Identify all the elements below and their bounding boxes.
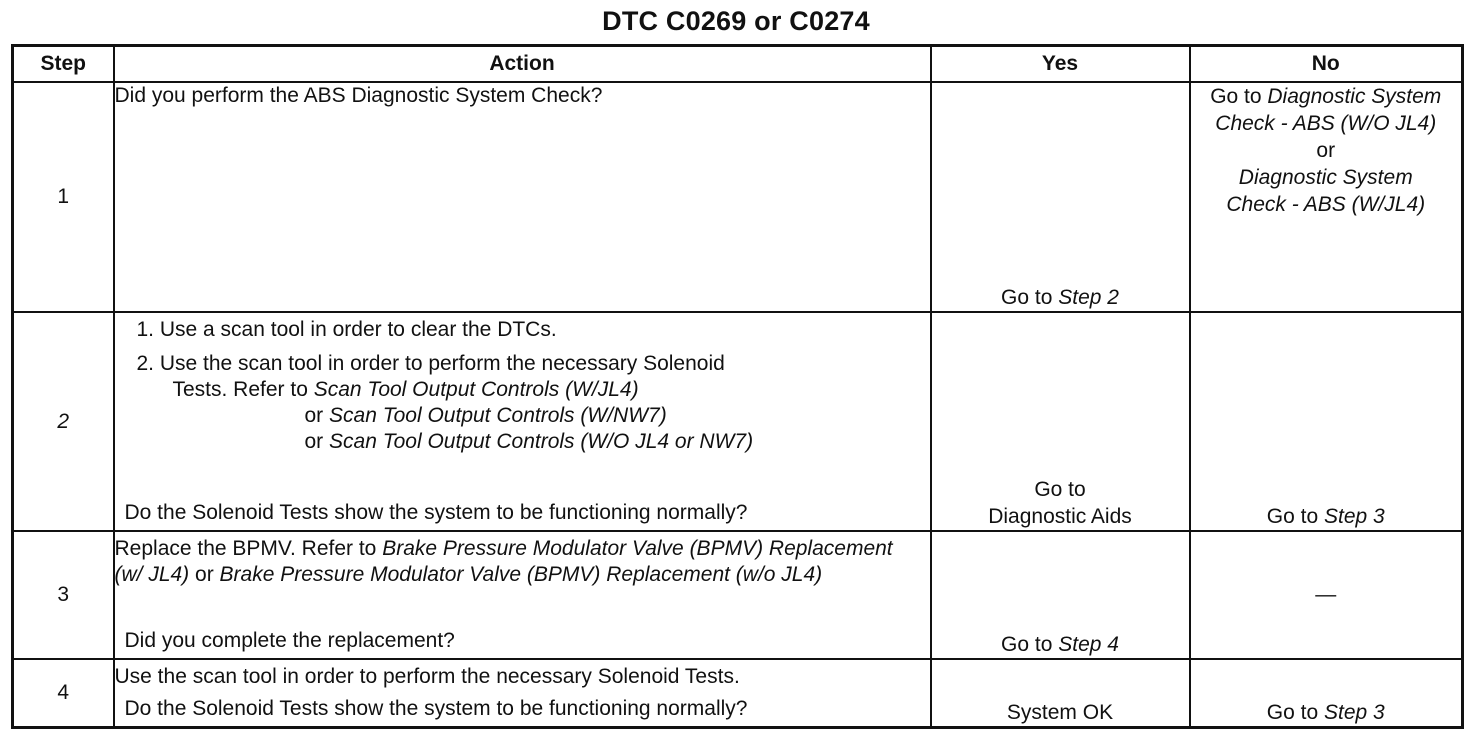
yes-link[interactable]: Step 4	[1058, 633, 1119, 656]
yes-text: System OK	[1006, 700, 1114, 724]
no-dash: —	[1315, 583, 1337, 606]
action-question: Do the Solenoid Tests show the system to be functioning normally?	[124, 501, 748, 524]
step-number: 4	[13, 659, 114, 727]
no-cell	[1190, 659, 1463, 727]
yes-link[interactable]: Step 2	[1058, 286, 1119, 309]
ref-link-1[interactable]: Scan Tool Output Controls (W/JL4)	[313, 378, 639, 401]
no-link[interactable]: Step 3	[1323, 505, 1385, 528]
no-prefix: Go to	[1266, 505, 1324, 528]
action-cell	[114, 312, 931, 531]
or-text: or	[189, 563, 220, 586]
action-item-2: 2. Use the scan tool in order to perform the necessary Solenoid	[136, 352, 725, 375]
no-link[interactable]: Step 3	[1323, 700, 1385, 724]
step-number: 2	[57, 409, 70, 433]
action-text	[115, 536, 915, 588]
header-step: Step	[13, 46, 114, 83]
no-or: or	[1316, 139, 1336, 162]
action-question: Do the Solenoid Tests show the system to be functioning normally?	[124, 696, 748, 720]
header-yes: Yes	[931, 46, 1190, 83]
refer-text: Tests. Refer to	[172, 378, 314, 401]
yes-cell	[931, 312, 1190, 531]
ref-link-2[interactable]: Scan Tool Output Controls (W/NW7)	[329, 404, 667, 427]
action-item-2-refer	[115, 377, 930, 403]
ref-link-1[interactable]: Brake Pressure Modulator Valve (BPMV) Replacement (w/ JL4)	[114, 537, 893, 586]
step-number: 1	[13, 82, 114, 312]
action-item-2-or2	[115, 429, 930, 455]
action-question: Did you complete the replacement?	[124, 629, 455, 652]
yes-line-1: Go to	[1034, 478, 1086, 501]
action-text: Use the scan tool in order to perform the necessary Solenoid Tests.	[114, 665, 740, 688]
step-number-cell	[13, 312, 114, 531]
ref-link-2[interactable]: Brake Pressure Modulator Valve (BPMV) Replacement (w/o JL4)	[219, 563, 823, 586]
table-row	[13, 531, 1463, 659]
action-cell	[114, 659, 931, 727]
yes-prefix: Go to	[1001, 286, 1059, 309]
no-prefix: Go to	[1266, 700, 1324, 724]
page-title: DTC C0269 or C0274	[602, 6, 870, 36]
yes-cell	[931, 82, 1190, 312]
action-item-1: 1. Use a scan tool in order to clear the DTCs.	[136, 318, 557, 341]
diagnostic-table	[11, 44, 1464, 729]
action-text-1: Replace the BPMV. Refer to	[114, 537, 383, 560]
no-prefix: Go to	[1210, 85, 1268, 108]
step-number: 3	[13, 531, 114, 659]
header-no: No	[1190, 46, 1463, 83]
table-header-row	[13, 46, 1463, 83]
header-action: Action	[114, 46, 931, 83]
ref-link-3[interactable]: Scan Tool Output Controls (W/O JL4 or NW7)	[329, 430, 754, 453]
action-cell	[114, 82, 931, 312]
action-question: Did you perform the ABS Diagnostic System Check?	[114, 84, 603, 107]
table-row	[13, 82, 1463, 312]
action-item-2-or1	[115, 403, 930, 429]
no-link-2[interactable]: Diagnostic System Check - ABS (W/JL4)	[1226, 166, 1426, 216]
or-text: or	[304, 430, 330, 453]
no-cell	[1190, 82, 1463, 312]
yes-link[interactable]: Diagnostic Aids	[988, 505, 1132, 528]
or-text: or	[304, 404, 330, 427]
no-cell	[1190, 312, 1463, 531]
action-cell	[114, 531, 931, 659]
table-row	[13, 659, 1463, 727]
yes-cell	[931, 659, 1190, 727]
yes-prefix: Go to	[1001, 633, 1059, 656]
table-row	[13, 312, 1463, 531]
no-cell	[1190, 531, 1463, 659]
no-link-1[interactable]: Diagnostic System Check - ABS (W/O JL4)	[1215, 85, 1442, 135]
yes-cell	[931, 531, 1190, 659]
